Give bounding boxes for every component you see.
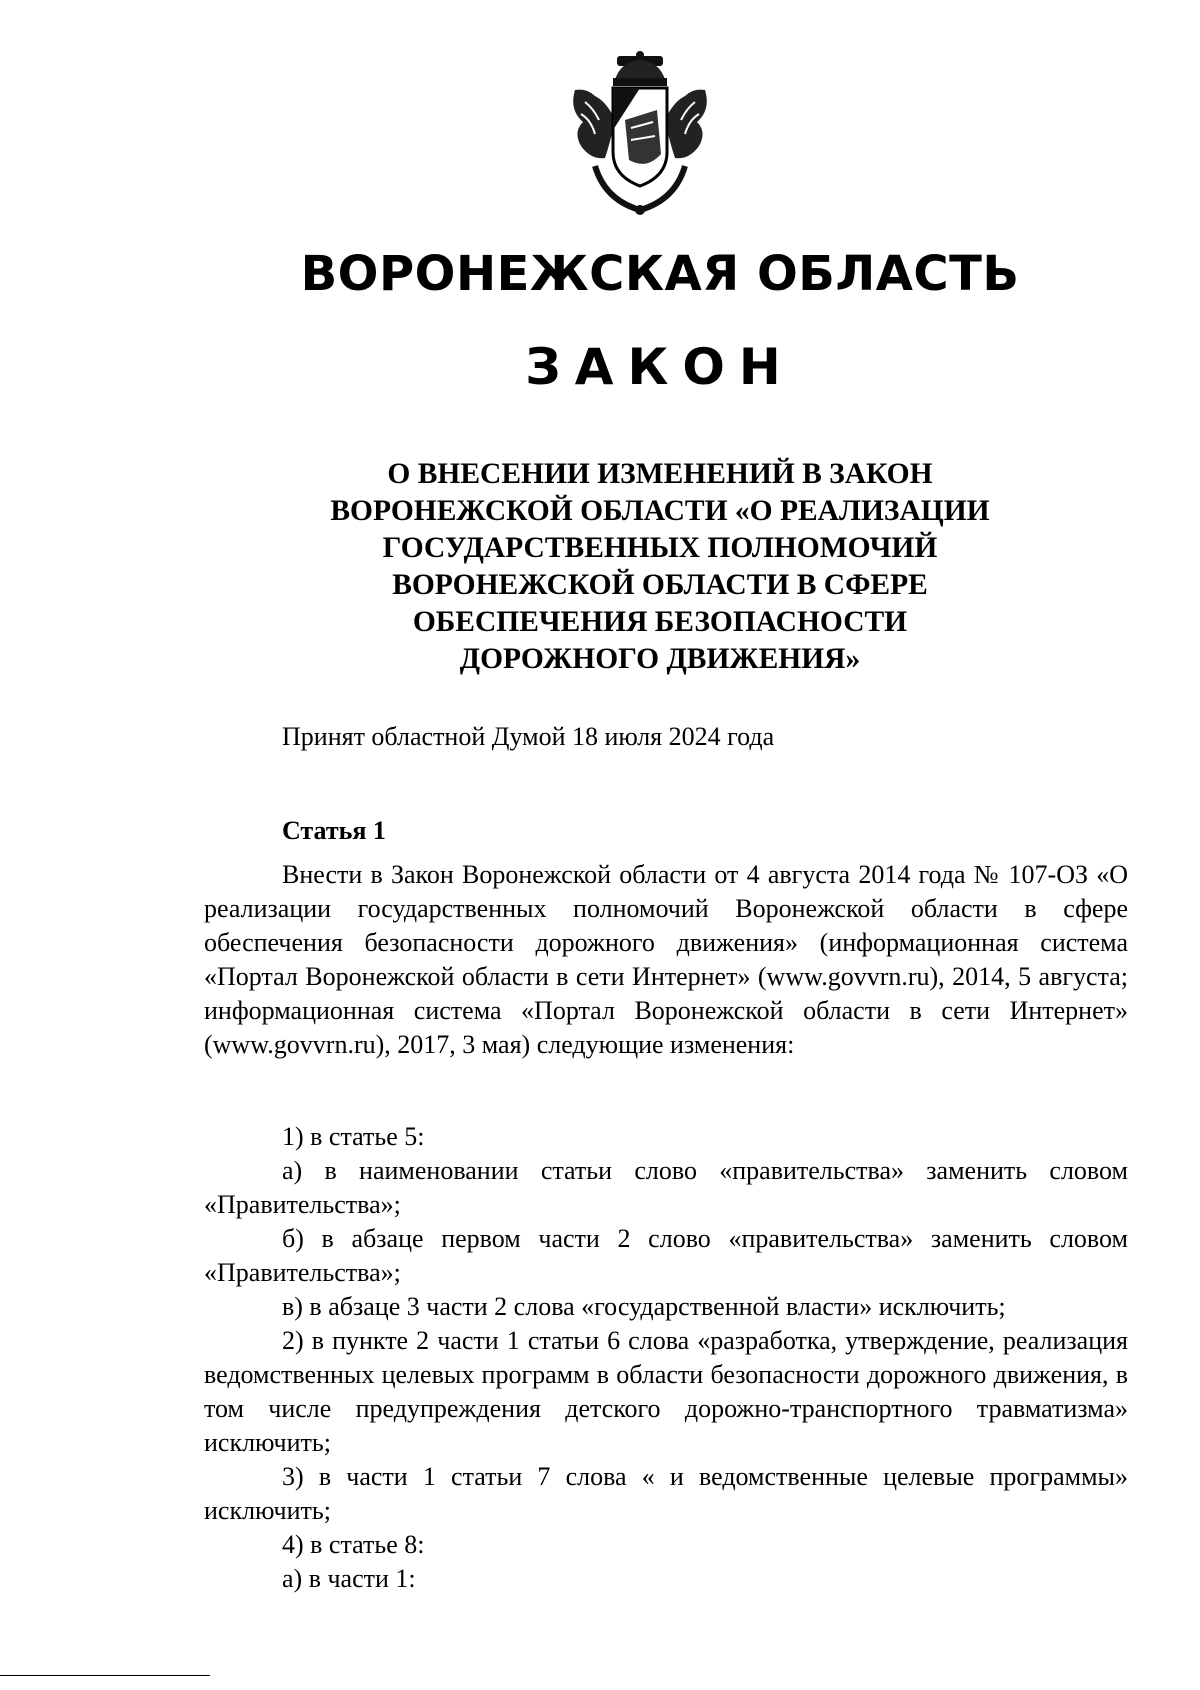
list-item: в) в абзаце 3 части 2 слова «государственной власти» исключить; <box>282 1292 1006 1321</box>
law-name-line: О ВНЕСЕНИИ ИЗМЕНЕНИЙ В ЗАКОН <box>387 458 933 490</box>
law-name-line: ВОРОНЕЖСКОЙ ОБЛАСТИ «О РЕАЛИЗАЦИИ <box>330 495 990 527</box>
amendment-list <box>204 1120 1128 1596</box>
region-title: ВОРОНЕЖСКАЯ ОБЛАСТЬ <box>300 246 1020 302</box>
law-name-line: ДОРОЖНОГО ДВИЖЕНИЯ» <box>459 643 861 675</box>
article-title: Статья 1 <box>282 816 386 845</box>
footer-divider <box>0 1675 210 1676</box>
intro-paragraph: Внести в Закон Воронежской области от 4 августа 2014 года № 107-ОЗ «О реализации государственных полномочий Воронежской области в сфере обеспечения безопасности дорожного движения» (информационная система «Портал Воронежской области в сети Интернет» (www.govvrn.ru), 2014, 5 августа; информационная система «Портал Воронежской области в сети Интернет» (www.govvrn.ru), 2017, 3 мая) следующие изменения: <box>204 860 1128 1059</box>
list-item: а) в наименовании статьи слово «правительства» заменить словом «Правительства»; <box>204 1156 1128 1219</box>
list-item: 4) в статье 8: <box>282 1530 425 1559</box>
list-item: 3) в части 1 статьи 7 слова « и ведомственные целевые программы» исключить; <box>204 1462 1128 1525</box>
adoption-date: Принят областной Думой 18 июля 2024 года <box>282 722 775 751</box>
list-item: б) в абзаце первом части 2 слово «правительства» заменить словом «Правительства»; <box>204 1224 1128 1287</box>
list-item: 2) в пункте 2 части 1 статьи 6 слова «разработка, утверждение, реализация ведомственных целевых программ в области безопасности дорожного движения, в том числе предупреждения детского дорожно-транспортного травматизма» исключить; <box>204 1326 1128 1457</box>
law-name-line: ВОРОНЕЖСКОЙ ОБЛАСТИ В СФЕРЕ <box>392 569 928 601</box>
document-type-title: ЗАКОН <box>525 338 795 396</box>
article-intro <box>204 858 1128 1062</box>
list-item: а) в части 1: <box>282 1564 416 1593</box>
law-name-line: ГОСУДАРСТВЕННЫХ ПОЛНОМОЧИЙ <box>382 532 938 564</box>
law-name-line: ОБЕСПЕЧЕНИЯ БЕЗОПАСНОСТИ <box>412 606 908 638</box>
law-name <box>300 456 1020 678</box>
list-item: 1) в статье 5: <box>282 1122 425 1151</box>
coat-of-arms-icon <box>565 50 715 220</box>
